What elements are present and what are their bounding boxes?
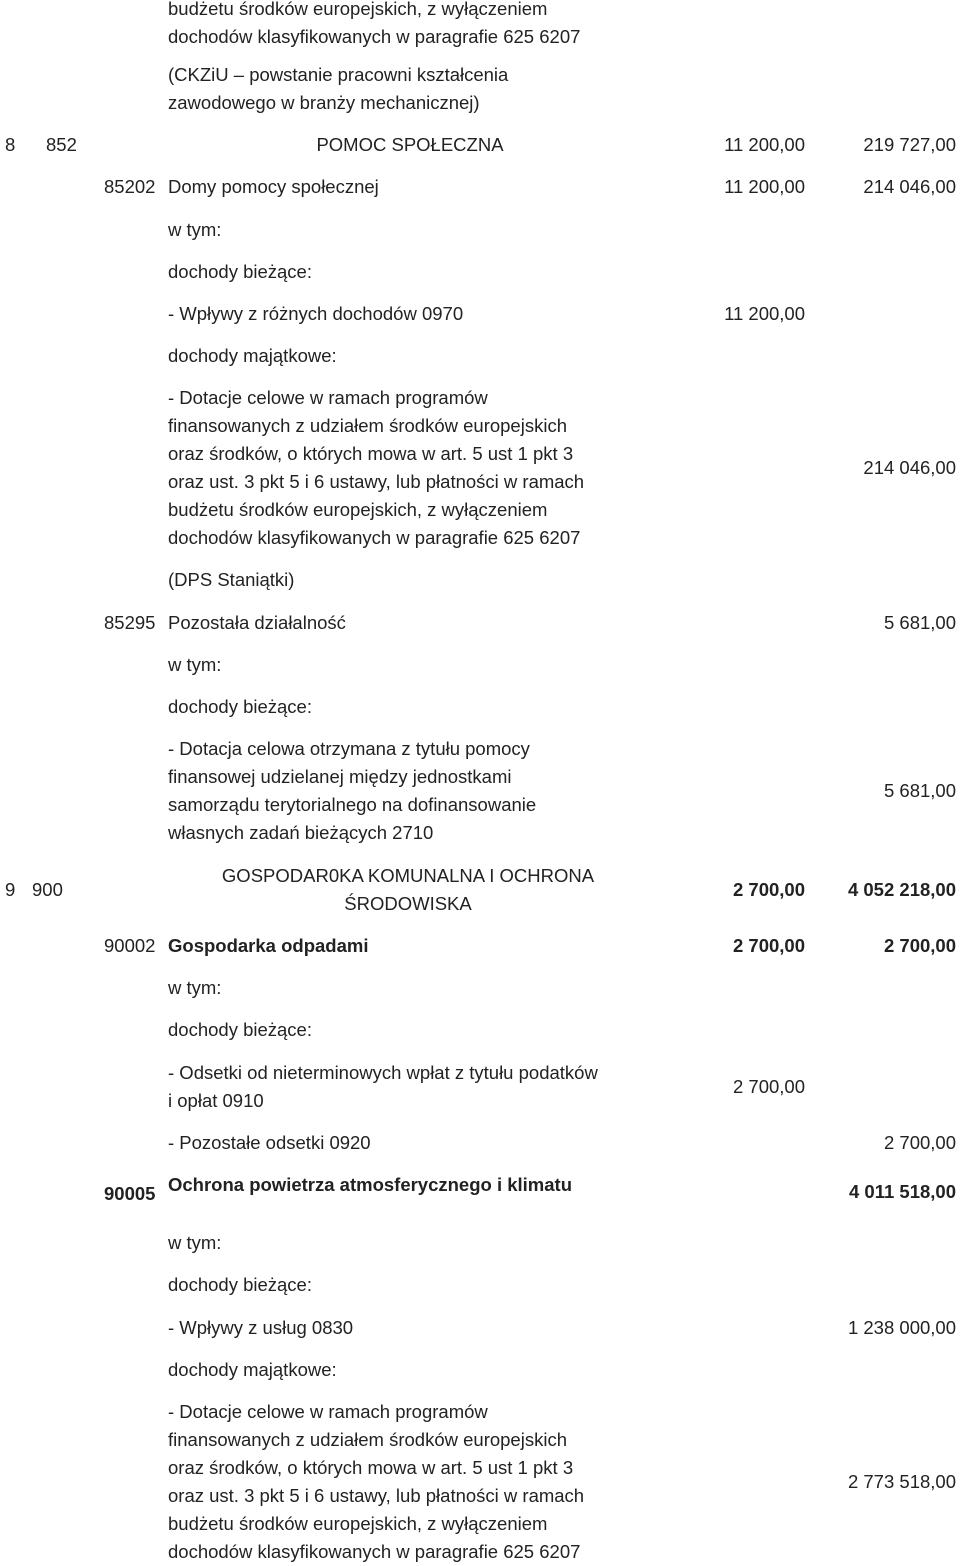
after-change-amount: 214 046,00 [863, 457, 956, 478]
after-change-amount: 214 046,00 [863, 176, 956, 197]
w-tym-label: w tym: [168, 977, 222, 998]
plan-amount: 2 700,00 [732, 935, 805, 956]
dochody-biezace-label: dochody bieżące: [168, 261, 312, 282]
row-number: 9 [5, 879, 16, 900]
w-tym-label: w tym: [168, 1232, 222, 1253]
w-tym-label: w tym: [168, 654, 222, 675]
dochody-biezace-label: dochody bieżące: [168, 696, 312, 717]
income-item: - Wpływy z różnych dochodów 0970 [168, 303, 464, 324]
after-change-amount: 4 011 518,00 [849, 1181, 956, 1202]
item-note: (DPS Staniątki) [168, 569, 295, 590]
dzial-code: 852 [46, 134, 77, 155]
after-change-amount: 2 773 518,00 [847, 1471, 956, 1492]
plan-amount: 11 200,00 [724, 134, 805, 155]
dzial-code: 900 [32, 879, 63, 900]
continued-note: (CKZiU – powstanie pracowni kształcenia zawodowego w branży mechanicznej) [168, 64, 509, 113]
rozdzial-code: 90005 [104, 1183, 156, 1204]
income-item: - Pozostałe odsetki 0920 [168, 1132, 371, 1153]
income-item-description: - Dotacje celowe w ramach programów finansowanych z udziałem środków europejskich oraz środków, o których mowa w art. 5 ust 1 pkt 3 oraz ust. 3 pkt 5 i 6 ustawy, lub płatności w ramach budżetu środków europejskich, z wyłączeniem dochodów klasyfikowanych w paragrafie 625 6207 [168, 387, 585, 548]
after-change-amount: 5 681,00 [883, 612, 956, 633]
plan-amount: 2 700,00 [732, 879, 805, 900]
continued-description: budżetu środków europejskich, z wyłączeniem dochodów klasyfikowanych w paragrafie 625 6207 [168, 0, 581, 47]
rozdzial-name: Domy pomocy społecznej [168, 176, 379, 197]
after-change-amount: 2 700,00 [883, 935, 956, 956]
income-item-description: - Odsetki od nieterminowych wpłat z tytułu podatków i opłat 0910 [168, 1062, 598, 1111]
rozdzial-code: 85295 [104, 612, 156, 633]
after-change-amount: 1 238 000,00 [847, 1317, 956, 1338]
after-change-amount: 219 727,00 [863, 134, 956, 155]
dochody-majatkowe-label: dochody majątkowe: [168, 345, 337, 366]
dochody-majatkowe-label: dochody majątkowe: [168, 1359, 337, 1380]
dochody-biezace-label: dochody bieżące: [168, 1019, 312, 1040]
rozdzial-name: Ochrona powietrza atmosferycznego i klimatu [168, 1174, 573, 1195]
after-change-amount: 2 700,00 [883, 1132, 956, 1153]
dzial-name: POMOC SPOŁECZNA [316, 134, 504, 155]
w-tym-label: w tym: [168, 219, 222, 240]
plan-amount: 11 200,00 [724, 303, 805, 324]
income-item: - Wpływy z usług 0830 [168, 1317, 354, 1338]
row-number: 8 [5, 134, 16, 155]
rozdzial-name: Gospodarka odpadami [168, 935, 369, 956]
dochody-biezace-label: dochody bieżące: [168, 1274, 312, 1295]
rozdzial-code: 90002 [104, 935, 156, 956]
income-item-description: - Dotacja celowa otrzymana z tytułu pomocy finansowej udzielanej między jednostkami samorządu terytorialnego na dofinansowanie własnych zadań bieżących 2710 [168, 738, 537, 843]
rozdzial-name: Pozostała działalność [168, 612, 346, 633]
income-item-description: - Dotacje celowe w ramach programów finansowanych z udziałem środków europejskich oraz środków, o których mowa w art. 5 ust 1 pkt 3 oraz ust. 3 pkt 5 i 6 ustawy, lub płatności w ramach budżetu środków europejskich, z wyłączeniem dochodów klasyfikowanych w paragrafie 625 6207 [168, 1401, 585, 1562]
plan-amount: 11 200,00 [724, 176, 805, 197]
after-change-amount: 5 681,00 [883, 780, 956, 801]
dzial-name: GOSPODAR0KA KOMUNALNA I OCHRONA ŚRODOWISKA [221, 865, 595, 914]
plan-amount: 2 700,00 [732, 1076, 805, 1097]
rozdzial-code: 85202 [104, 176, 156, 197]
after-change-amount: 4 052 218,00 [847, 879, 956, 900]
